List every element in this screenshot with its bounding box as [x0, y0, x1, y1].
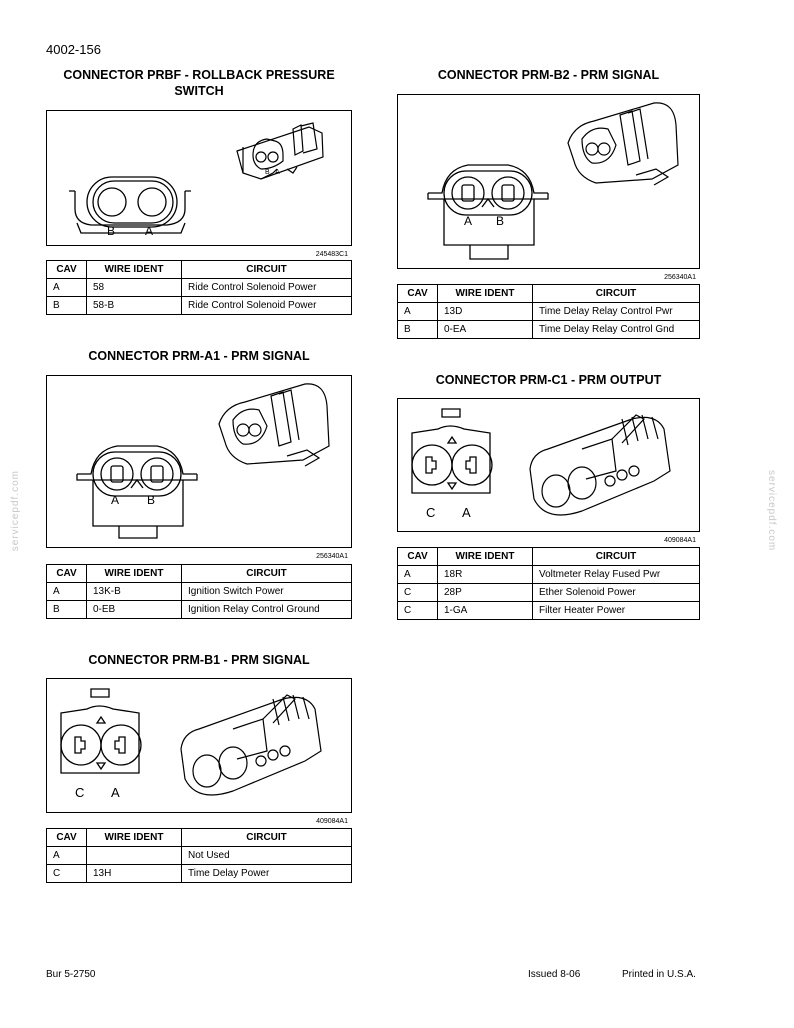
header-wire-ident: WIRE IDENT: [87, 261, 182, 279]
cav-label-b: B: [496, 214, 505, 228]
table-prm-a1: [46, 564, 352, 619]
table-row: [47, 865, 352, 883]
header-cav: CAV: [47, 261, 87, 279]
cell-cav: A: [398, 566, 438, 584]
table-row: [398, 321, 700, 339]
cav-label-a: A: [111, 785, 120, 800]
table-row: [47, 297, 352, 315]
table-row: [47, 847, 352, 865]
cell-circuit: Filter Heater Power: [533, 602, 700, 620]
cell-circuit: Time Delay Relay Control Gnd: [533, 321, 700, 339]
figure-id: 256340A1: [316, 553, 348, 560]
watermark-left: servicepdf.com: [10, 470, 21, 552]
table-header-row: [398, 548, 700, 566]
table-header-row: [47, 565, 352, 583]
table-prbf: [46, 260, 352, 315]
cell-circuit: Ignition Switch Power: [182, 583, 352, 601]
figure-id: 245483C1: [315, 251, 348, 258]
cav-label-c: C: [75, 785, 85, 800]
cell-circuit: Ride Control Solenoid Power: [182, 297, 352, 315]
table-row: [47, 601, 352, 619]
figure-prm-b1: [46, 678, 352, 825]
figure-id: 256340A1: [664, 274, 696, 281]
cell-cav: C: [47, 865, 87, 883]
table-row: [398, 566, 700, 584]
footer-doc-number: Bur 5-2750: [46, 969, 96, 980]
figure-prm-b2: [397, 94, 700, 281]
connector-prm-c1-drawing: [398, 399, 699, 531]
section-title-prm-c1: CONNECTOR PRM-C1 - PRM OUTPUT: [435, 373, 662, 387]
cell-circuit: Time Delay Relay Control Pwr: [533, 303, 700, 321]
cell-circuit: Ether Solenoid Power: [533, 584, 700, 602]
cell-circuit: Not Used: [182, 847, 352, 865]
cell-cav: C: [398, 602, 438, 620]
cell-wire: 13H: [87, 865, 182, 883]
section-title-prm-b1: CONNECTOR PRM-B1 - PRM SIGNAL: [88, 653, 310, 667]
table-header-row: [47, 829, 352, 847]
table-prm-b2: [397, 284, 700, 339]
cell-wire: 58: [87, 279, 182, 297]
cell-wire: 0-EA: [438, 321, 533, 339]
cell-cav: A: [398, 303, 438, 321]
cell-wire: 0-EB: [87, 601, 182, 619]
cell-cav: A: [47, 847, 87, 865]
footer-printed: Printed in U.S.A.: [622, 969, 696, 980]
header-cav: CAV: [47, 565, 87, 583]
cav-label-a: A: [111, 493, 120, 507]
header-circuit: CIRCUIT: [533, 285, 700, 303]
header-circuit: CIRCUIT: [182, 261, 352, 279]
table-row: [47, 279, 352, 297]
cell-circuit: Voltmeter Relay Fused Pwr: [533, 566, 700, 584]
cell-cav: B: [47, 297, 87, 315]
header-wire-ident: WIRE IDENT: [438, 548, 533, 566]
cell-circuit: Time Delay Power: [182, 865, 352, 883]
header-cav: CAV: [47, 829, 87, 847]
cell-cav: B: [47, 601, 87, 619]
figure-prbf: [46, 110, 352, 258]
cell-cav: B: [398, 321, 438, 339]
figure-prm-a1: [46, 375, 352, 560]
section-title-prbf: [46, 67, 352, 99]
header-cav: CAV: [398, 548, 438, 566]
title-line: SWITCH: [174, 84, 224, 98]
cav-label-b: B: [107, 224, 116, 238]
footer-issued: Issued 8-06: [528, 969, 581, 980]
connector-prm-b1-drawing: [47, 679, 351, 812]
figure-id: 409084A1: [664, 537, 696, 544]
cell-wire: 13K-B: [87, 583, 182, 601]
connector-prm-a1-drawing: [47, 376, 351, 547]
watermark-right: servicepdf.com: [766, 470, 777, 552]
connector-prbf-drawing: [47, 111, 351, 245]
figure-id: 409084A1: [316, 818, 348, 825]
title-line: CONNECTOR PRBF - ROLLBACK PRESSURE: [63, 68, 335, 82]
page-number: 4002-156: [46, 42, 101, 57]
section-title-prm-b2: CONNECTOR PRM-B2 - PRM SIGNAL: [437, 68, 660, 82]
table-prm-c1: [397, 547, 700, 620]
cav-label-b: B: [147, 493, 156, 507]
table-header-row: [47, 261, 352, 279]
header-cav: CAV: [398, 285, 438, 303]
cell-wire: 18R: [438, 566, 533, 584]
cav-label-a: A: [462, 505, 471, 520]
cell-circuit: Ride Control Solenoid Power: [182, 279, 352, 297]
label-b: B: [265, 169, 270, 176]
header-circuit: CIRCUIT: [533, 548, 700, 566]
cav-label-a: A: [464, 214, 473, 228]
label-a: A: [275, 169, 280, 176]
cell-wire: 58-B: [87, 297, 182, 315]
connector-prm-b2-drawing: [398, 95, 699, 268]
cell-cav: A: [47, 583, 87, 601]
cav-label-a: A: [145, 224, 154, 238]
table-header-row: [398, 285, 700, 303]
cell-wire: 13D: [438, 303, 533, 321]
table-row: [398, 602, 700, 620]
header-wire-ident: WIRE IDENT: [87, 829, 182, 847]
header-wire-ident: WIRE IDENT: [87, 565, 182, 583]
section-title-prm-a1: CONNECTOR PRM-A1 - PRM SIGNAL: [88, 349, 310, 363]
cell-wire: 1-GA: [438, 602, 533, 620]
table-row: [47, 583, 352, 601]
header-wire-ident: WIRE IDENT: [438, 285, 533, 303]
cell-wire: [87, 847, 182, 865]
table-row: [398, 303, 700, 321]
cell-cav: C: [398, 584, 438, 602]
cell-cav: A: [47, 279, 87, 297]
figure-prm-c1: [397, 398, 700, 544]
header-circuit: CIRCUIT: [182, 829, 352, 847]
cell-circuit: Ignition Relay Control Ground: [182, 601, 352, 619]
cav-label-c: C: [426, 505, 436, 520]
table-row: [398, 584, 700, 602]
cell-wire: 28P: [438, 584, 533, 602]
table-prm-b1: [46, 828, 352, 883]
header-circuit: CIRCUIT: [182, 565, 352, 583]
